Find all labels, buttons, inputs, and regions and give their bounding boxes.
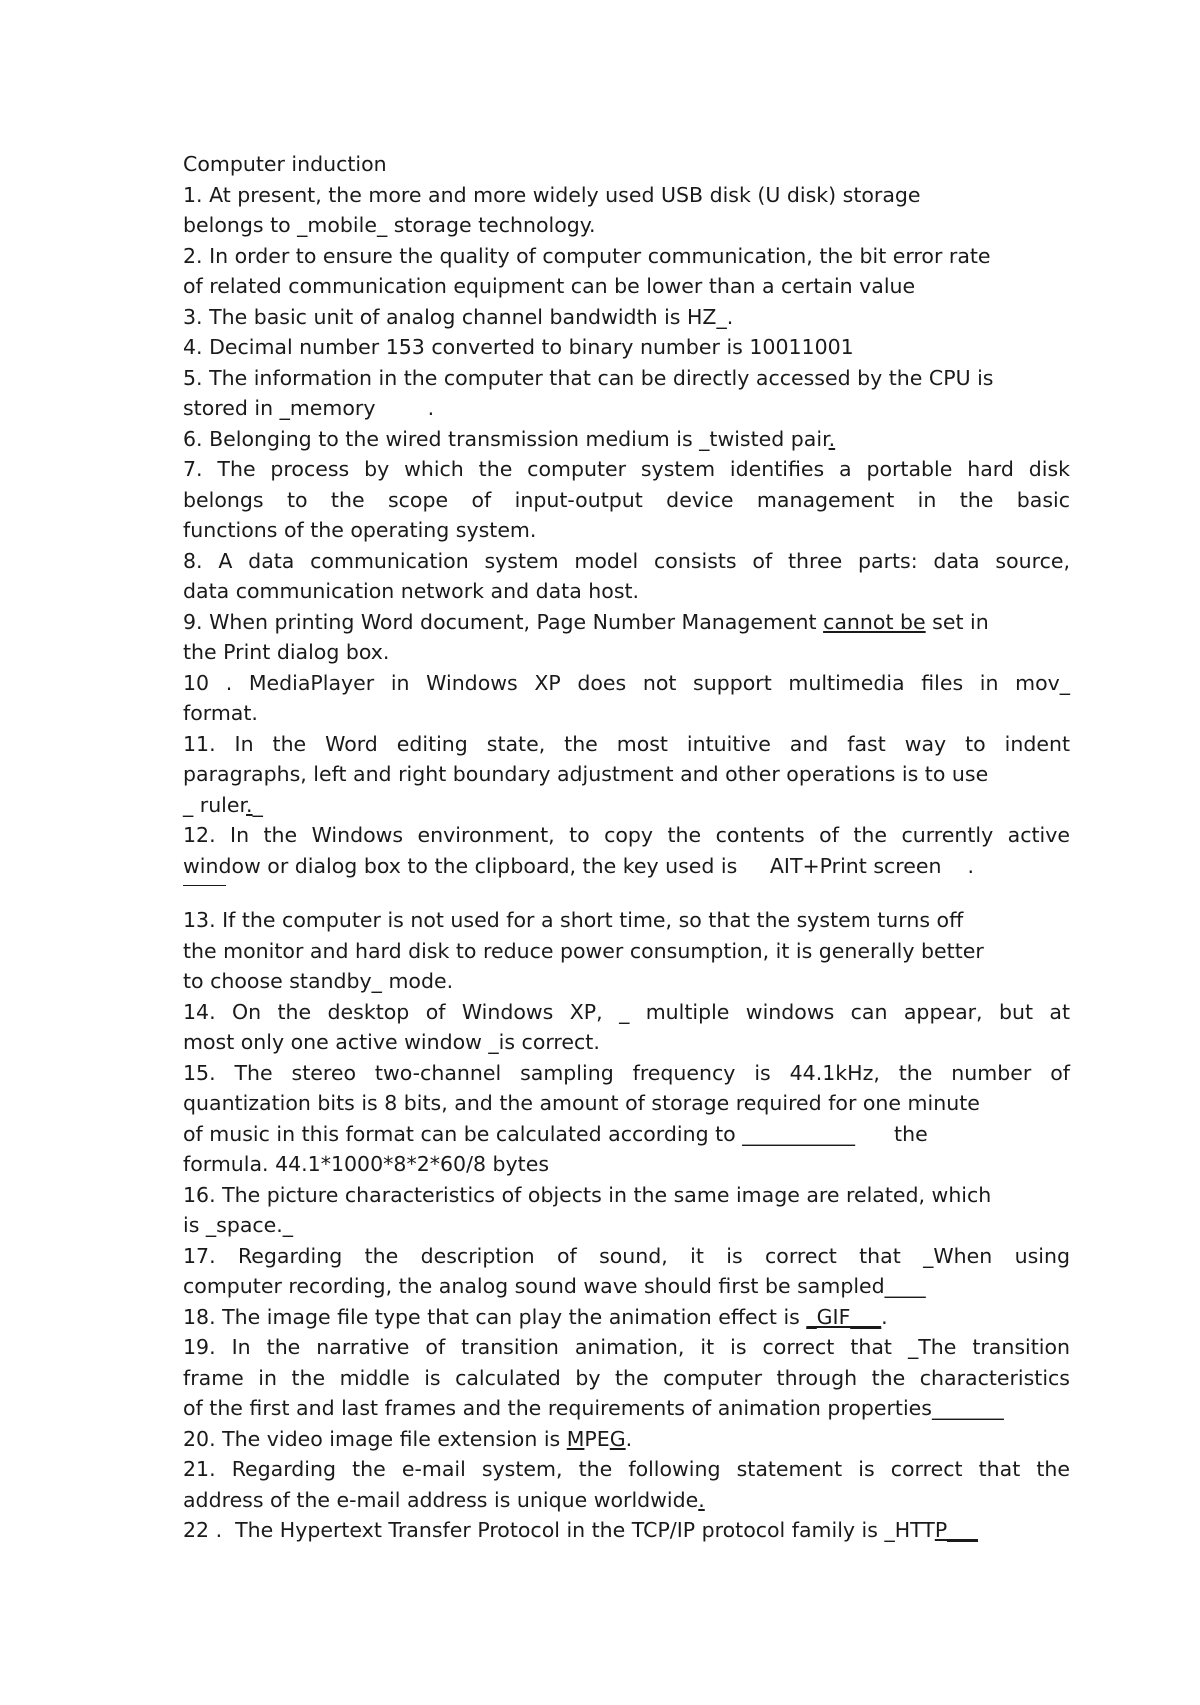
q11-answer: _ ruler — [183, 792, 247, 817]
q18-period: . — [881, 1304, 888, 1329]
q22-line-1 — [183, 1515, 1070, 1546]
q4-line-1: 4. Decimal number 153 converted to binary number is 10011001 — [183, 335, 854, 359]
q22-underlined-answer: P___ — [934, 1518, 978, 1542]
q16-line-1: 16. The picture characteristics of objects in the same image are related, which — [183, 1182, 992, 1207]
q5-line-1: 5. The information in the computer that can be directly accessed by the CPU is — [183, 365, 994, 390]
q21-line-1: 21. Regarding the e-mail system, the following statement is correct that the — [183, 1457, 1070, 1481]
q2-line-2: of related communication equipment can be lower than a certain value — [183, 274, 916, 298]
q16-line-2: is _space._ — [183, 1213, 294, 1237]
q19-line-2: frame in the middle is calculated by the computer through the characteristics — [183, 1365, 1070, 1390]
q15-line-1: 15. The stereo two-channel sampling frequency is 44.1kHz, the number of — [183, 1060, 1070, 1085]
q15-line-2: quantization bits is 8 bits, and the amount of storage required for one minute — [183, 1091, 980, 1115]
q13-line-1: 13. If the computer is not used for a short time, so that the system turns off — [183, 908, 964, 932]
q21-underlined-period: . — [698, 1487, 705, 1512]
q12-line-1: 12. In the Windows environment, to copy the contents of the currently active — [183, 823, 1070, 847]
q9-underlined-answer: cannot be — [823, 609, 926, 634]
document-title: Computer induction — [183, 152, 387, 176]
q20-underlined-m: M — [566, 1426, 585, 1451]
q18-underlined-answer: _GIF___ — [806, 1304, 882, 1329]
q9-line-1 — [183, 607, 1070, 638]
q6-text: 6. Belonging to the wired transmission medium is _twisted pair — [183, 426, 829, 451]
q12-line-2: window or dialog box to the clipboard, the key used is AIT+Print screen . — [183, 853, 975, 878]
q14-line-2: most only one active window _is correct. — [183, 1030, 600, 1054]
q19-line-3: of the first and last frames and the requirements of animation properties_______ — [183, 1396, 1004, 1420]
q21-text: address of the e-mail address is unique worldwide — [183, 1487, 699, 1512]
q20-pe: PE — [584, 1426, 610, 1451]
q19-line-1: 19. In the narrative of transition animation, it is correct that _The transition — [183, 1335, 1070, 1359]
blank-line — [183, 885, 226, 886]
q2-line-1: 2. In order to ensure the quality of computer communication, the bit error rate — [183, 243, 991, 268]
q11-underlined-period: . — [246, 792, 253, 817]
q11-line-3 — [183, 790, 1070, 821]
q20-underlined-g: G — [609, 1426, 626, 1451]
q7-line-2: belongs to the scope of input-output device management in the basic — [183, 487, 1070, 512]
q1-line-1: 1. At present, the more and more widely used USB disk (U disk) storage — [183, 182, 921, 207]
q13-line-2: the monitor and hard disk to reduce power consumption, it is generally better — [183, 938, 984, 963]
q15-line-4: formula. 44.1*1000*8*2*60/8 bytes — [183, 1152, 550, 1176]
q7-line-1: 7. The process by which the computer system identifies a portable hard disk — [183, 457, 1070, 481]
q15-line-3: of music in this format can be calculated according to ___________ the — [183, 1121, 928, 1146]
q8-line-1: 8. A data communication system model consists of three parts: data source, — [183, 548, 1070, 573]
q18-text: 18. The image file type that can play the animation effect is — [183, 1304, 807, 1329]
q7-line-3: functions of the operating system. — [183, 518, 537, 542]
q1-line-2: belongs to _mobile_ storage technology. — [183, 213, 596, 237]
q12-blank-rule — [183, 881, 1070, 905]
q6-underlined-period: . — [828, 426, 836, 451]
q11-trailing-blank: _ — [252, 792, 263, 817]
q9-line-2: the Print dialog box. — [183, 640, 390, 664]
q11-line-1: 11. In the Word editing state, the most intuitive and fast way to indent — [183, 731, 1070, 756]
q20-period: . — [625, 1426, 633, 1451]
q20-line-1 — [183, 1424, 1070, 1455]
q14-line-1: 14. On the desktop of Windows XP, _ multiple windows can appear, but at — [183, 999, 1070, 1024]
document-body — [183, 149, 1070, 1546]
q21-line-2 — [183, 1485, 1070, 1516]
q3-line-1: 3. The basic unit of analog channel bandwidth is HZ_. — [183, 304, 734, 329]
q10-line-2: format. — [183, 701, 258, 725]
q9-text-end: set in — [925, 609, 989, 634]
q17-line-2: computer recording, the analog sound wave should first be sampled____ — [183, 1274, 926, 1298]
q17-line-1: 17. Regarding the description of sound, it is correct that _When using — [183, 1243, 1070, 1268]
q18-line-1 — [183, 1302, 1070, 1333]
q6-line-1 — [183, 424, 1070, 455]
q10-line-1: 10 . MediaPlayer in Windows XP does not support multimedia files in mov_ — [183, 670, 1070, 695]
q13-line-3: to choose standby_ mode. — [183, 969, 454, 993]
q8-line-2: data communication network and data host. — [183, 579, 640, 603]
q22-text: 22 . The Hypertext Transfer Protocol in the TCP/IP protocol family is _HTT — [183, 1518, 935, 1542]
q20-text: 20. The video image file extension is — [183, 1426, 567, 1451]
q9-text-start: 9. When printing Word document, Page Number Management — [183, 609, 824, 634]
q11-line-2: paragraphs, left and right boundary adjustment and other operations is to use — [183, 762, 989, 786]
q5-line-2: stored in _memory . — [183, 396, 435, 420]
